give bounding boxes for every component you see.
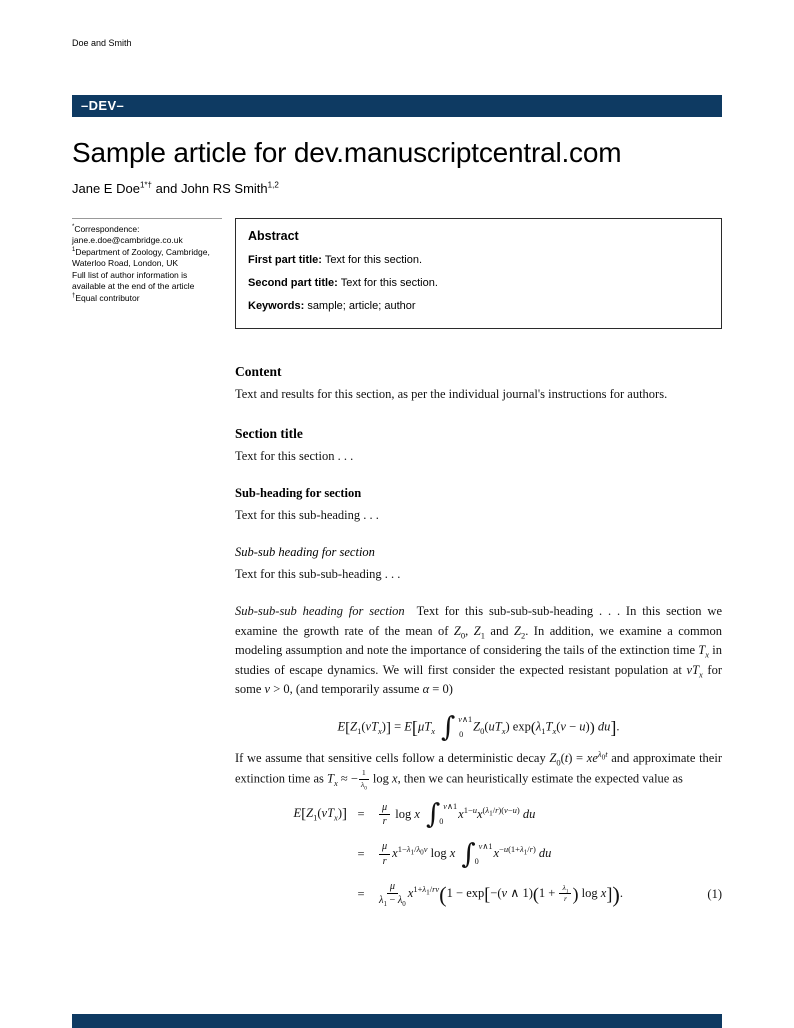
eq-row1-equals: = — [357, 807, 365, 822]
abstract-box — [235, 218, 722, 329]
article-title: Sample article for dev.manuscriptcentral.com — [72, 136, 622, 168]
main-paragraph — [235, 602, 722, 700]
correspondence-note: *Correspondence: jane.e.doe@cambridge.co.uk — [72, 223, 183, 246]
correspondence-sidebar — [72, 218, 222, 305]
abstract-second-part — [248, 276, 709, 292]
eq-row3-equals: = — [357, 886, 365, 901]
eq-row1-lhs: $E[Z_1(vT_x)]$ — [293, 806, 347, 823]
abstract-keywords-label: Keywords: — [248, 299, 305, 312]
sub-paragraph: Text for this sub-heading . . . — [235, 508, 379, 523]
section-paragraph: Text for this section . . . — [235, 449, 354, 464]
equal-contributor-note: †Equal contributor — [72, 293, 140, 304]
sub-sub-heading: Sub-sub heading for section — [235, 544, 375, 559]
author-info-note: Full list of author information is available at the end of the article — [72, 270, 195, 292]
content-paragraph: Text and results for this section, as per the individual journal's instructions for authors. — [235, 387, 668, 402]
eq-row2-rhs: $\frac{\mu}{r}$ $x^{1-\lambda_1/\lambda_0v}$ log x ∫ v∧1 0 $x^{-u(1+\lambda_1/r)}$ du — [375, 841, 623, 868]
sub-sub-paragraph: Text for this sub-sub-heading . . . — [235, 566, 401, 581]
abstract-first-part-text: Text for this section. — [324, 253, 423, 266]
abstract-second-part-text: Text for this section. — [340, 276, 438, 289]
estimate-paragraph: If we assume that sensitive cells follow a deterministic decay $Z_0(t) = xe^{\lambda_0t}$ and approximate their extinction time as $T_x$ ≈ − $\frac{1}{\lambda_0}$ log x, then we can heuristically estimate the expected value as — [235, 749, 722, 792]
main-paragraph-text: Text for this sub-sub-sub-heading . . . In this section we examine the growth rate of the mean of $Z_0$, $Z_1$ and $Z_2$. In addition, we examine a common modeling assumption and note the importance of considering the tails of the extinction time $T_x$ in studies of escape dynamics. We will first consider the expected resistant population at $vT_x$ for some v > 0, (and temporarily assume α = 0) — [235, 604, 723, 697]
eq-row3-rhs: $\frac{\mu}{\lambda_1 - \lambda_0}$ $x^{1+\lambda_1/rv}(1 - \exp[-(v$ ∧ 1)(1 + $\frac{\lambda_1}{r}$ ) log x]). — [379, 880, 623, 909]
affiliation-note: $^1$Department of Zoology, Cambridge, Waterloo Road, London, UK — [72, 247, 210, 269]
abstract-keywords — [248, 299, 709, 315]
authors-line: Jane E Doe$^{1*\dagger}$ and John RS Smith$^{1,2}$ — [72, 180, 279, 196]
sub-sub-sub-heading: Sub-sub-sub heading for section — [235, 604, 405, 619]
equation-array — [235, 798, 722, 909]
abstract-first-part-label: First part title: — [248, 253, 322, 266]
dev-banner — [72, 95, 722, 117]
eq-row1-rhs: $\frac{\mu}{r}$ log x ∫ v∧1 0 $x^{1-u}x^{(\lambda_1/r)(v-u)}$ du — [375, 802, 623, 829]
running-header: Doe and Smith — [72, 38, 132, 48]
abstract-first-part — [248, 253, 709, 269]
abstract-heading: Abstract — [248, 228, 299, 243]
eq-row3-number: (1) — [707, 886, 722, 901]
eq-row2-equals: = — [357, 846, 365, 861]
abstract-second-part-label: Second part title: — [248, 276, 338, 289]
meta-row — [72, 218, 722, 329]
dev-banner-label: –DEV– — [81, 98, 125, 114]
content-heading: Content — [235, 363, 282, 379]
abstract-keywords-text: sample; article; author — [307, 299, 416, 312]
display-equation: $E[Z_1(vT_x)] = E[\mu T_x$ ∫ v∧1 0 $Z_0(uT_x) \exp(\lambda_1T_x(v - u))$ du]. — [337, 710, 620, 743]
section-title-heading: Section title — [235, 425, 303, 441]
sub-heading: Sub-heading for section — [235, 485, 362, 500]
footer-bar — [72, 1014, 722, 1028]
article-body — [235, 363, 722, 908]
